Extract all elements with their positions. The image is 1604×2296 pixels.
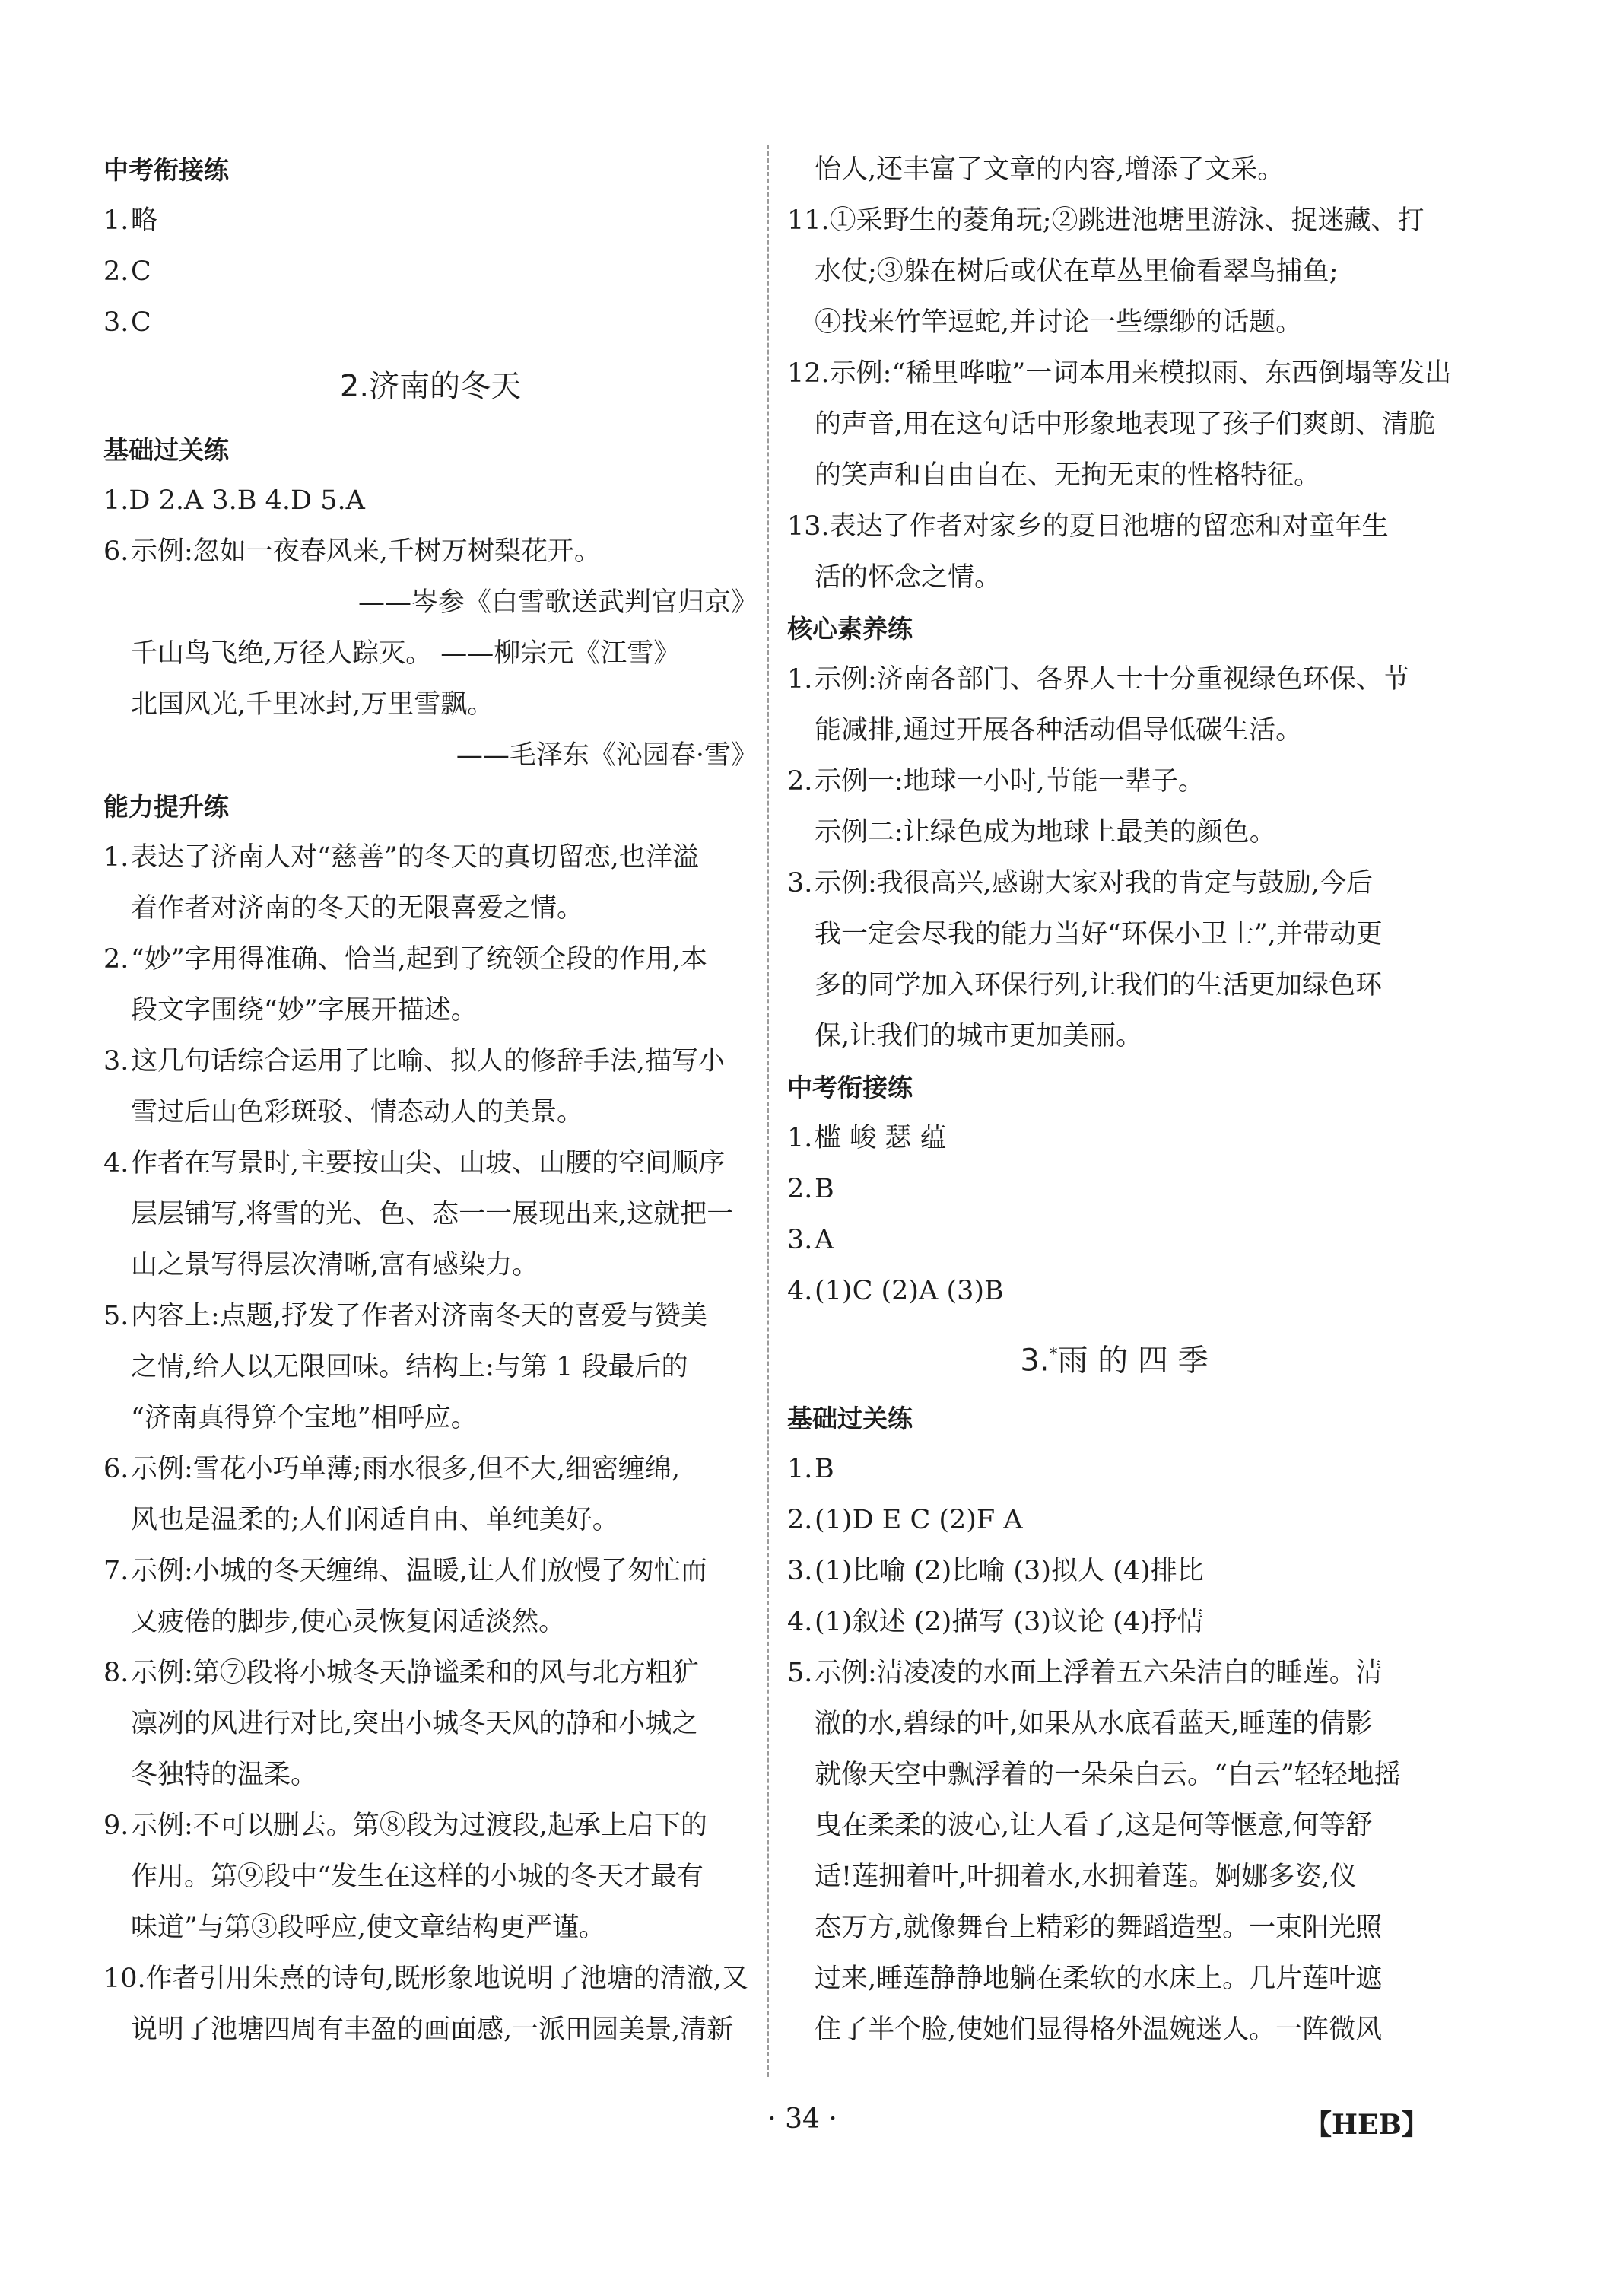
- continuation-line: 活的怀念之情。: [815, 562, 1002, 593]
- answer-item: [103, 1801, 758, 1852]
- answer-number: 2.: [787, 1505, 813, 1535]
- continuation-line: 凛冽的风进行对比,突出小城冬天风的静和小城之: [131, 1709, 699, 1739]
- answer-number: 3.: [787, 1225, 813, 1255]
- answer-number: 7.: [103, 1556, 129, 1586]
- lesson-title-text: 雨 的 四 季: [1057, 1343, 1209, 1379]
- answer-text: 作者引用朱熹的诗句,既形象地说明了池塘的清澈,又: [145, 1964, 748, 1994]
- answer-number: 12.: [787, 358, 830, 389]
- answer-item: [103, 1648, 758, 1699]
- answer-number: 4.: [103, 1148, 129, 1178]
- answer-item: [787, 1164, 1441, 1215]
- answer-number: 2.: [787, 766, 813, 797]
- answer-item: [787, 858, 1441, 909]
- answer-text: B: [815, 1174, 834, 1204]
- answer-item: [787, 348, 1452, 399]
- answer-text: 示例:清凌凌的水面上浮着五六朵洁白的睡莲。清: [815, 1658, 1383, 1688]
- answer-number: 1.: [787, 1123, 813, 1153]
- answer-number: 3.: [103, 307, 129, 338]
- section-heading: 能力提升练: [103, 792, 229, 822]
- continuation-line: 作用。第⑨段中“发生在这样的小城的冬天才最有: [131, 1862, 704, 1892]
- answer-item: [787, 1495, 1441, 1546]
- answer-item: [787, 1266, 1441, 1317]
- section-heading: 基础过关练: [103, 435, 229, 465]
- answer-item: [103, 1138, 758, 1189]
- answer-text: 示例:雪花小巧单薄;雨水很多,但不大,细密缠绵,: [131, 1454, 680, 1484]
- answer-item: [787, 1546, 1441, 1597]
- continuation-line: 冬独特的温柔。: [131, 1760, 318, 1790]
- left-column: [103, 145, 758, 2056]
- continuation-line: 味道”与第③段呼应,使文章结构更严谨。: [131, 1913, 606, 1943]
- continuation-line: 之情,给人以无限回味。结构上:与第 1 段最后的: [131, 1352, 688, 1382]
- answer-text: ①采野生的菱角玩;②跳进池塘里游泳、捉迷藏、打: [829, 205, 1425, 236]
- page-number: · 34 ·: [767, 2104, 837, 2135]
- answer-number: 9.: [103, 1811, 129, 1841]
- answer-text: 示例:济南各部门、各界人士十分重视绿色环保、节: [815, 664, 1409, 695]
- answer-number: 3.: [103, 1046, 129, 1076]
- answer-item: [103, 297, 758, 348]
- continuation-line: 风也是温柔的;人们闲适自由、单纯美好。: [131, 1505, 619, 1535]
- answer-number: 1.: [103, 205, 129, 236]
- answer-number: 5.: [787, 1658, 813, 1688]
- continuation-line: 水仗;③躲在树后或伏在草丛里偷看翠鸟捕鱼;: [815, 256, 1339, 287]
- answer-text: 这几句话综合运用了比喻、拟人的修辞手法,描写小: [131, 1046, 726, 1076]
- answer-text: B: [815, 1454, 834, 1484]
- continuation-line: 我一定会尽我的能力当好“环保小卫士”,并带动更: [815, 919, 1383, 949]
- continuation-line: ④找来竹竿逗蛇,并讨论一些缥缈的话题。: [815, 307, 1303, 338]
- continuation-line: 过来,睡莲静静地躺在柔软的水床上。几片莲叶遮: [815, 1964, 1383, 1994]
- continuation-line: 住了半个脸,使她们显得格外温婉迷人。一阵微风: [815, 2015, 1383, 2045]
- answer-item: [103, 934, 758, 985]
- continuation-line: 又疲倦的脚步,使心灵恢复闲适淡然。: [131, 1607, 566, 1637]
- answer-text: “妙”字用得准确、恰当,起到了统领全段的作用,本: [131, 944, 708, 975]
- answer-item: [787, 654, 1441, 705]
- continuation-line: 千山鸟飞绝,万径人踪灭。 ——柳宗元《江雪》: [131, 638, 681, 669]
- continuation-line: 段文字围绕“妙”字展开描述。: [131, 995, 478, 1026]
- lesson-title-text: 济南的冬天: [369, 369, 522, 404]
- continuation-line: 怡人,还丰富了文章的内容,增添了文采。: [815, 154, 1285, 185]
- continuation-line: 着作者对济南的冬天的无限喜爱之情。: [131, 893, 584, 924]
- continuation-line: 就像天空中飘浮着的一朵朵白云。“白云”轻轻地摇: [815, 1760, 1401, 1790]
- continuation-line: 山之景写得层次清晰,富有感染力。: [131, 1250, 539, 1280]
- answer-text: 作者在写景时,主要按山尖、山坡、山腰的空间顺序: [131, 1148, 726, 1178]
- answer-text: (1)C (2)A (3)B: [815, 1276, 1004, 1306]
- answer-number: 8.: [103, 1658, 129, 1688]
- lesson-title: [103, 348, 758, 425]
- answer-text: 表达了济南人对“慈善”的冬天的真切留恋,也洋溢: [131, 842, 699, 873]
- lesson-number: 3.: [1020, 1343, 1050, 1379]
- continuation-line: 层层铺写,将雪的光、色、态一一展现出来,这就把一: [131, 1199, 734, 1229]
- continuation-line: 适!莲拥着叶,叶拥着水,水拥着莲。婀娜多姿,仪: [815, 1862, 1357, 1892]
- answer-item: [103, 1954, 758, 2005]
- answer-number: 5.: [103, 1301, 129, 1331]
- answer-number: 1.: [787, 664, 813, 695]
- answer-number: 2.: [103, 944, 129, 975]
- answer-text: 示例一:地球一小时,节能一辈子。: [815, 766, 1205, 797]
- section-heading: 中考衔接练: [787, 1073, 913, 1102]
- edition-badge: 【HEB】: [1304, 2109, 1429, 2141]
- continuation-line: 态万方,就像舞台上精彩的舞蹈造型。一束阳光照: [815, 1913, 1383, 1943]
- answer-item: [787, 1215, 1441, 1266]
- answer-item: [787, 1444, 1441, 1495]
- answer-item: [103, 1444, 758, 1495]
- column-divider: [767, 145, 769, 2077]
- answer-text: (1)叙述 (2)描写 (3)议论 (4)抒情: [815, 1607, 1204, 1637]
- answer-item: [103, 832, 758, 883]
- answer-number: 13.: [787, 511, 830, 542]
- answer-number: 1.: [787, 1454, 813, 1484]
- answer-line: 1.D 2.A 3.B 4.D 5.A: [103, 485, 365, 516]
- citation-line: ——岑参《白雪歌送武判官归京》: [357, 587, 758, 618]
- answer-text: (1)D E C (2)F A: [815, 1505, 1023, 1535]
- continuation-line: “济南真得算个宝地”相呼应。: [131, 1403, 478, 1433]
- answer-item: [787, 501, 1441, 552]
- citation-line: ——毛泽东《沁园春·雪》: [456, 740, 758, 771]
- continuation-line: 澈的水,碧绿的叶,如果从水底看蓝天,睡莲的倩影: [815, 1709, 1373, 1739]
- answer-text: C: [131, 256, 151, 287]
- answer-item: [103, 1291, 758, 1342]
- answer-number: 2.: [787, 1174, 813, 1204]
- section-heading: 基础过关练: [787, 1404, 913, 1433]
- right-column: [787, 145, 1452, 2056]
- answer-number: 3.: [787, 1556, 813, 1586]
- answer-text: 略: [131, 205, 158, 236]
- answer-number: 4.: [787, 1607, 813, 1637]
- lesson-title: [787, 1317, 1441, 1393]
- answer-item: [787, 1113, 1441, 1164]
- section-heading: 核心素养练: [787, 614, 913, 644]
- answer-item: [787, 756, 1441, 807]
- answer-number: 3.: [787, 868, 813, 898]
- answer-text: 示例:小城的冬天缠绵、温暖,让人们放慢了匆忙而: [131, 1556, 707, 1586]
- answer-item: [787, 1597, 1441, 1648]
- answer-text: 示例:“稀里哗啦”一词本用来模拟雨、东西倒塌等发出: [829, 358, 1452, 389]
- continuation-line: 示例二:让绿色成为地球上最美的颜色。: [815, 817, 1276, 847]
- lesson-number: 2.: [339, 369, 370, 404]
- optional-mark: *: [1049, 1345, 1058, 1364]
- continuation-line: 北国风光,千里冰封,万里雪飘。: [131, 689, 494, 720]
- answer-text: 槛 峻 瑟 蕴: [815, 1123, 947, 1153]
- continuation-line: 曳在柔柔的波心,让人看了,这是何等惬意,何等舒: [815, 1811, 1373, 1841]
- continuation-line: 的笑声和自由自在、无拘无束的性格特征。: [815, 460, 1321, 491]
- answer-number: 10.: [103, 1964, 146, 1994]
- answer-text: 示例:不可以删去。第⑧段为过渡段,起承上启下的: [131, 1811, 707, 1841]
- answer-text: (1)比喻 (2)比喻 (3)拟人 (4)排比: [815, 1556, 1204, 1586]
- answer-number: 6.: [103, 536, 129, 567]
- answer-text: A: [815, 1225, 834, 1255]
- answer-item: [103, 1036, 758, 1087]
- continuation-line: 多的同学加入环保行列,让我们的生活更加绿色环: [815, 970, 1383, 1000]
- answer-text: 示例:忽如一夜春风来,千树万树梨花开。: [131, 536, 601, 567]
- answer-text: 示例:我很高兴,感谢大家对我的肯定与鼓励,今后: [815, 868, 1374, 898]
- continuation-line: 的声音,用在这句话中形象地表现了孩子们爽朗、清脆: [815, 409, 1436, 440]
- answer-item: [103, 196, 758, 246]
- answer-number: 6.: [103, 1454, 129, 1484]
- answer-number: 4.: [787, 1276, 813, 1306]
- section-heading: 中考衔接练: [103, 155, 229, 185]
- answer-text: 表达了作者对家乡的夏日池塘的留恋和对童年生: [829, 511, 1389, 542]
- answer-text: 内容上:点题,抒发了作者对济南冬天的喜爱与赞美: [131, 1301, 707, 1331]
- continuation-line: 说明了池塘四周有丰盈的画面感,一派田园美景,清新: [131, 2015, 734, 2045]
- answer-number: 2.: [103, 256, 129, 287]
- answer-item: [103, 526, 758, 577]
- continuation-line: 保,让我们的城市更加美丽。: [815, 1021, 1143, 1051]
- answer-number: 1.: [103, 842, 129, 873]
- answer-text: 示例:第⑦段将小城冬天静谧柔和的风与北方粗犷: [131, 1658, 699, 1688]
- answer-item: [103, 246, 758, 297]
- answer-item: [103, 1546, 758, 1597]
- answer-text: C: [131, 307, 151, 338]
- answer-number: 11.: [787, 205, 830, 236]
- continuation-line: 雪过后山色彩斑驳、情态动人的美景。: [131, 1097, 584, 1127]
- answer-item: [787, 1648, 1441, 1699]
- answer-item: [787, 196, 1441, 246]
- continuation-line: 能减排,通过开展各种活动倡导低碳生活。: [815, 715, 1303, 746]
